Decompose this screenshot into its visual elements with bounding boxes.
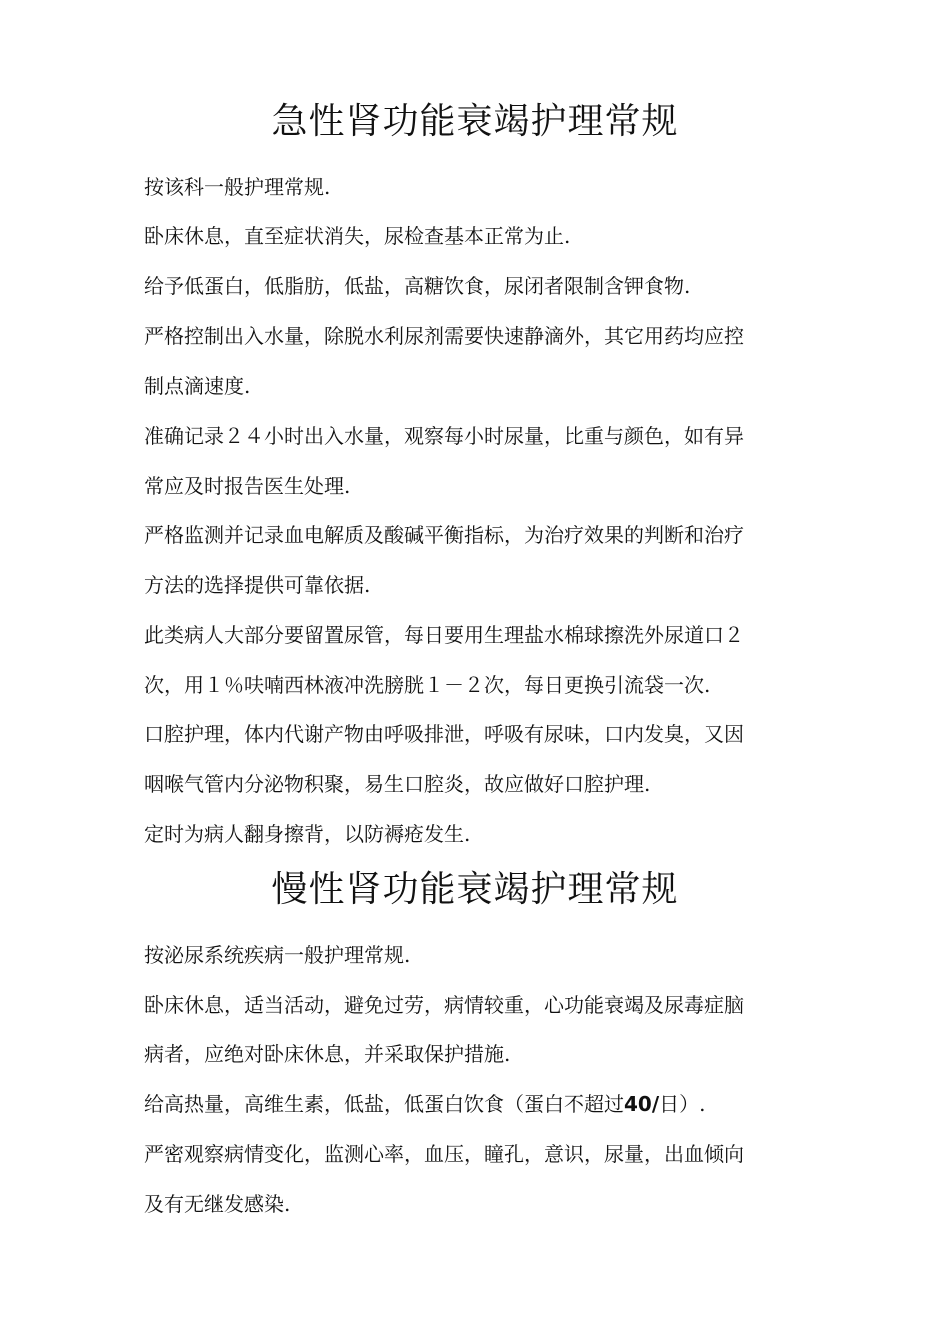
paragraph-line-diet [144, 1090, 824, 1118]
section-title-chronic: 慢性肾功能衰竭护理常规 [271, 869, 679, 910]
paragraph-line: 常应及时报告医生处理. [144, 474, 351, 498]
paragraph-line: 病者，应绝对卧床休息，并采取保护措施. [144, 1042, 511, 1066]
paragraph-line: 定时为病人翻身擦背，以防褥疮发生. [144, 822, 471, 846]
paragraph-line: 准确记录２４小时出入水量，观察每小时尿量，比重与颜色，如有异 [144, 424, 744, 448]
section-title-acute: 急性肾功能衰竭护理常规 [271, 101, 679, 142]
paragraph-line: 制点滴速度. [144, 374, 251, 398]
diet-text-before: 给高热量，高维生素，低盐，低蛋白饮食（蛋白不超过 [144, 1092, 624, 1116]
diet-protein-limit: 40/ [624, 1092, 660, 1116]
paragraph-line: 卧床休息，直至症状消失，尿检查基本正常为止. [144, 224, 571, 248]
paragraph-line: 按该科一般护理常规. [144, 175, 331, 199]
paragraph-line: 给予低蛋白，低脂肪，低盐，高糖饮食，尿闭者限制含钾食物. [144, 274, 691, 298]
paragraph-line: 咽喉气管内分泌物积聚，易生口腔炎，故应做好口腔护理. [144, 772, 651, 796]
diet-text-after: 日）. [659, 1092, 706, 1116]
paragraph-line: 此类病人大部分要留置尿管，每日要用生理盐水棉球擦洗外尿道口２ [144, 623, 744, 647]
paragraph-line: 严密观察病情变化，监测心率，血压，瞳孔，意识，尿量，出血倾向 [144, 1142, 744, 1166]
paragraph-line: 方法的选择提供可靠依据. [144, 573, 371, 597]
paragraph-line: 严格监测并记录血电解质及酸碱平衡指标，为治疗效果的判断和治疗 [144, 523, 744, 547]
paragraph-line: 严格控制出入水量，除脱水利尿剂需要快速静滴外，其它用药均应控 [144, 324, 744, 348]
paragraph-line: 口腔护理，体内代谢产物由呼吸排泄，呼吸有尿味，口内发臭，又因 [144, 722, 744, 746]
paragraph-line: 卧床休息，适当活动，避免过劳，病情较重，心功能衰竭及尿毒症脑 [144, 993, 744, 1017]
paragraph-line: 次，用１％呋喃西林液冲洗膀胱１－２次，每日更换引流袋一次. [144, 673, 711, 697]
paragraph-line: 按泌尿系统疾病一般护理常规. [144, 943, 411, 967]
paragraph-line: 及有无继发感染. [144, 1192, 291, 1216]
